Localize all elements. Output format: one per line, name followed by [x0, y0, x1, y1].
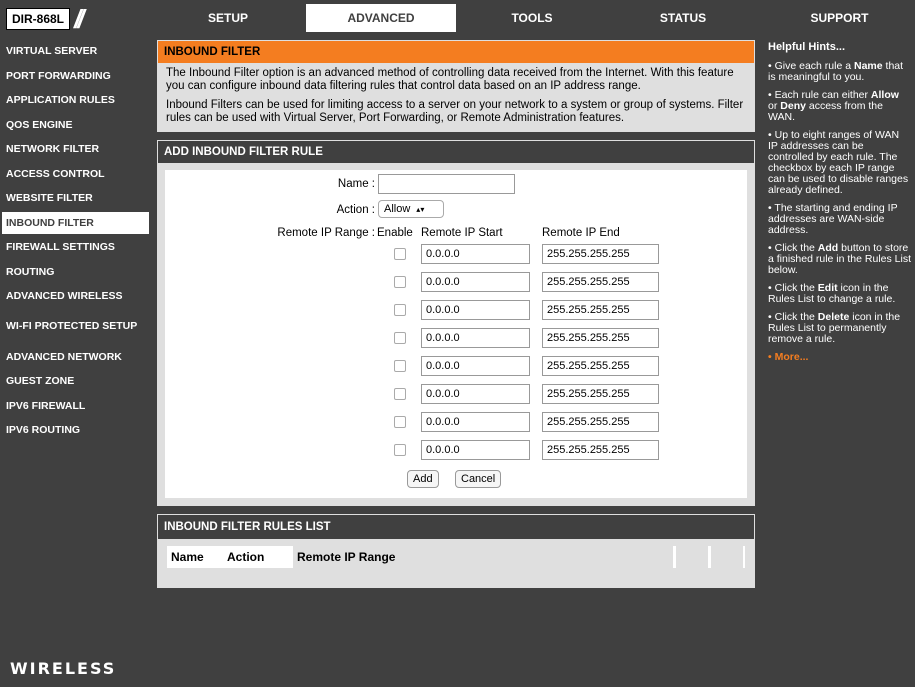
sidebar-item-guest-zone[interactable]: GUEST ZONE — [2, 370, 149, 395]
rules-col-name: Name — [171, 550, 204, 564]
helpful-hints-panel — [764, 40, 915, 645]
add-button[interactable]: Add — [407, 470, 439, 488]
enable-checkbox[interactable] — [394, 276, 406, 288]
intro-paragraph-1: The Inbound Filter option is an advanced method of controlling data received from the Internet. With this feature you can configure inbound data filtering rules that control data based on an IP address range. — [166, 67, 734, 92]
hint-item: • Up to eight ranges of WAN IP addresses can be controlled by each rule. The checkbox by each IP range can be used to disable ranges already defined. — [768, 129, 909, 196]
sidebar-item-inbound-filter[interactable]: INBOUND FILTER — [2, 212, 149, 237]
hint-item: • Click the Edit icon in the Rules List to change a rule. — [768, 282, 896, 305]
rules-col-action: Action — [227, 550, 265, 564]
rules-col-delete — [711, 546, 743, 568]
sidebar-item-ipv6-routing[interactable]: IPV6 ROUTING — [2, 419, 149, 444]
intro-paragraph-2: Inbound Filters can be used for limiting access to a server on your network to a system or group of systems. Filter rules can be used with Virtual Server, Port Forwarding, or Remote Administration features. — [166, 99, 744, 124]
name-label: Name : — [337, 178, 375, 190]
remote-ip-start-input[interactable] — [421, 412, 530, 432]
remote-ip-end-input[interactable] — [542, 300, 659, 320]
sidebar-item-advanced-wireless[interactable]: ADVANCED WIRELESS — [2, 285, 149, 310]
sidebar-item-wifi-protected-setup[interactable]: WI-FI PROTECTED SETUP — [2, 310, 149, 346]
logo-slash-icon: // — [74, 4, 81, 34]
enable-checkbox[interactable] — [394, 416, 406, 428]
enable-checkbox[interactable] — [394, 360, 406, 372]
enable-checkbox[interactable] — [394, 444, 406, 456]
add-rule-title: ADD INBOUND FILTER RULE — [158, 141, 754, 163]
hint-item: • Each rule can either Allow or Deny access from the WAN. — [768, 89, 899, 123]
hint-item: • Click the Add button to store a finished rule in the Rules List below. — [768, 242, 911, 276]
rules-list-panel — [157, 514, 755, 588]
add-rule-panel — [157, 140, 755, 506]
sidebar-item-network-filter[interactable]: NETWORK FILTER — [2, 138, 149, 163]
action-select[interactable] — [378, 200, 444, 218]
intro-panel — [157, 40, 755, 132]
sidebar — [2, 40, 149, 444]
enable-checkbox[interactable] — [394, 388, 406, 400]
rules-col-remote-ip-range: Remote IP Range — [293, 546, 673, 568]
sidebar-item-port-forwarding[interactable]: PORT FORWARDING — [2, 65, 149, 90]
more-link[interactable]: More... — [774, 351, 809, 363]
remote-ip-start-input[interactable] — [421, 328, 530, 348]
sidebar-item-routing[interactable]: ROUTING — [2, 261, 149, 286]
enable-checkbox[interactable] — [394, 304, 406, 316]
col-enable-header: Enable — [377, 227, 413, 239]
col-remote-ip-start-header: Remote IP Start — [421, 227, 503, 239]
remote-ip-start-input[interactable] — [421, 384, 530, 404]
sidebar-item-ipv6-firewall[interactable]: IPV6 FIREWALL — [2, 395, 149, 420]
rules-col-edit — [676, 546, 708, 568]
remote-ip-start-input[interactable] — [421, 272, 530, 292]
sidebar-item-application-rules[interactable]: APPLICATION RULES — [2, 89, 149, 114]
sidebar-item-website-filter[interactable]: WEBSITE FILTER — [2, 187, 149, 212]
model-badge: DIR-868L — [6, 8, 70, 30]
top-nav-bar — [0, 0, 915, 36]
hints-title: Helpful Hints... — [768, 41, 845, 53]
remote-ip-end-input[interactable] — [542, 356, 659, 376]
add-rule-form — [164, 169, 748, 499]
footer — [0, 645, 915, 687]
hint-item: • Click the Delete icon in the Rules List to permanently remove a rule. — [768, 311, 901, 345]
action-label: Action : — [336, 204, 375, 216]
brand-logo — [2, 4, 148, 34]
select-arrows-icon: ▴▾ — [416, 204, 425, 214]
sidebar-item-advanced-network[interactable]: ADVANCED NETWORK — [2, 346, 149, 371]
cancel-button[interactable]: Cancel — [455, 470, 501, 488]
remote-ip-end-input[interactable] — [542, 272, 659, 292]
footer-wireless-logo: WIRELESS — [10, 659, 117, 678]
col-remote-ip-end-header: Remote IP End — [542, 227, 620, 239]
action-select-value: Allow — [384, 203, 411, 215]
tab-status[interactable]: STATUS — [659, 11, 707, 25]
remote-ip-end-input[interactable] — [542, 384, 659, 404]
remote-ip-end-input[interactable] — [542, 412, 659, 432]
tab-tools[interactable]: TOOLS — [511, 11, 553, 25]
tab-support[interactable]: SUPPORT — [810, 11, 869, 25]
sidebar-item-qos-engine[interactable]: QOS ENGINE — [2, 114, 149, 139]
enable-checkbox[interactable] — [394, 332, 406, 344]
intro-title: INBOUND FILTER — [158, 41, 754, 63]
remote-ip-start-input[interactable] — [421, 244, 530, 264]
sidebar-item-access-control[interactable]: ACCESS CONTROL — [2, 163, 149, 188]
remote-ip-end-input[interactable] — [542, 440, 659, 460]
hint-item: • The starting and ending IP addresses are WAN-side address. — [768, 202, 898, 236]
remote-ip-start-input[interactable] — [421, 440, 530, 460]
rules-list-header-row — [166, 545, 746, 569]
name-input[interactable] — [378, 174, 515, 194]
tab-setup[interactable]: SETUP — [207, 11, 248, 25]
remote-ip-start-input[interactable] — [421, 300, 530, 320]
tab-advanced[interactable]: ADVANCED — [306, 4, 456, 32]
remote-ip-end-input[interactable] — [542, 328, 659, 348]
remote-ip-end-input[interactable] — [542, 244, 659, 264]
rules-list-title: INBOUND FILTER RULES LIST — [158, 515, 754, 539]
remote-ip-start-input[interactable] — [421, 356, 530, 376]
sidebar-item-virtual-server[interactable]: VIRTUAL SERVER — [2, 40, 149, 65]
sidebar-item-firewall-settings[interactable]: FIREWALL SETTINGS — [2, 236, 149, 261]
hint-more: • More... — [768, 351, 809, 363]
hint-item: • Give each rule a Name that is meaningful to you. — [768, 60, 904, 83]
remote-ip-range-label: Remote IP Range : — [277, 227, 375, 239]
main-content — [157, 40, 755, 588]
enable-checkbox[interactable] — [394, 248, 406, 260]
